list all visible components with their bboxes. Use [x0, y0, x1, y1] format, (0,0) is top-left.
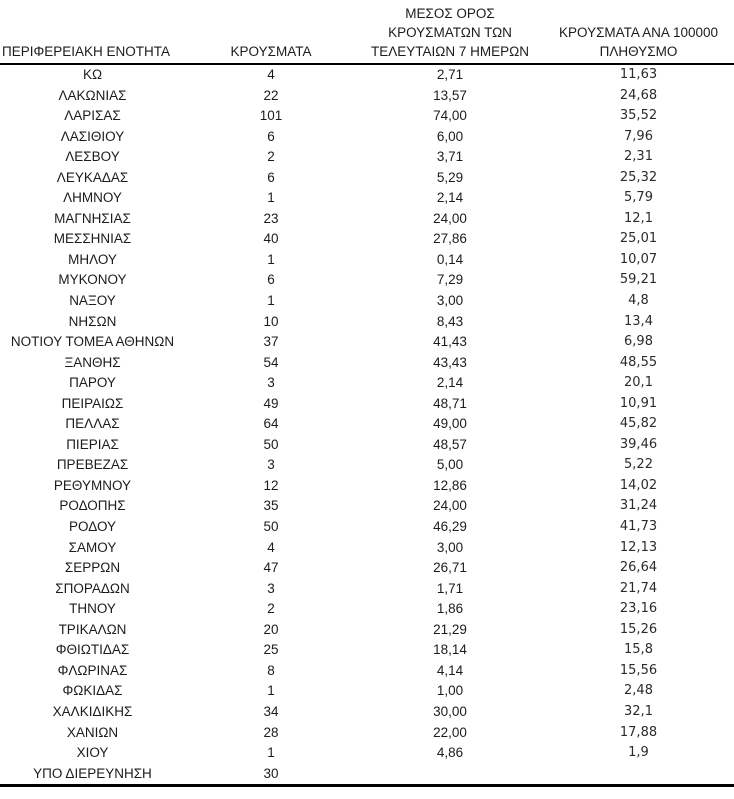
- cases-per-100000-cell: 23,16: [619, 601, 658, 617]
- cases-per-100000-cell: 25,01: [619, 231, 658, 247]
- cases-per-100000-cell: 15,56: [619, 662, 658, 678]
- cases-per-100000-cell: 45,82: [619, 416, 658, 432]
- regional-unit-cell: ΡΕΘΥΜΝΟΥ: [53, 477, 132, 493]
- table-row: [0, 517, 734, 538]
- table-row: [0, 538, 734, 559]
- cases-per-100000-cell: 4,8: [628, 293, 649, 309]
- table-header: [0, 4, 734, 64]
- regional-unit-cell: ΣΕΡΡΩΝ: [64, 560, 121, 576]
- cases-cell: 54: [263, 354, 279, 370]
- avg-7-days-cell: 0,14: [436, 251, 464, 267]
- cases-cell: 49: [263, 395, 279, 411]
- avg-7-days-cell: 3,00: [436, 539, 464, 555]
- cases-cell: 25: [263, 642, 279, 658]
- regional-unit-cell: ΠΡΕΒΕΖΑΣ: [56, 457, 129, 473]
- cases-per-100000-cell: 13,4: [624, 313, 653, 329]
- regional-unit-cell: ΛΑΚΩΝΙΑΣ: [58, 87, 127, 103]
- cases-cell: 8: [267, 662, 275, 678]
- cases-per-100000-cell: 26,64: [619, 560, 658, 576]
- cases-cell: 1: [267, 293, 275, 309]
- avg-7-days-cell: 4,86: [436, 745, 464, 761]
- avg-7-days-cell: 74,00: [433, 108, 467, 124]
- regional-unit-cell: ΠΙΕΡΙΑΣ: [66, 436, 119, 452]
- cases-cell: 4: [267, 539, 275, 555]
- cases-per-100000-cell: 35,52: [619, 108, 658, 124]
- table-row: [0, 743, 734, 764]
- regional-unit-cell: ΜΥΚΟΝΟΥ: [58, 272, 127, 288]
- avg-7-days-cell: 30,00: [433, 703, 467, 719]
- regional-unit-cell: ΞΑΝΘΗΣ: [64, 354, 121, 370]
- avg-7-days-cell: 6,00: [436, 128, 464, 144]
- table-row: [0, 332, 734, 353]
- regional-unit-cell: ΜΗΛΟΥ: [68, 251, 117, 267]
- cases-cell: 37: [263, 334, 279, 350]
- cases-per-100000-cell: 5,79: [624, 190, 653, 206]
- regional-unit-cell: ΛΕΣΒΟΥ: [65, 149, 120, 165]
- cases-cell: 6: [267, 169, 275, 185]
- table-row: [0, 394, 734, 415]
- avg-7-days-cell: 1,00: [436, 683, 464, 699]
- table-row: [0, 270, 734, 291]
- avg-7-days-cell: 2,71: [436, 67, 464, 82]
- table-row: [0, 579, 734, 600]
- avg-7-days-cell: 2,14: [436, 375, 464, 391]
- avg-7-days-cell: 22,00: [433, 724, 467, 740]
- regional-unit-cell: ΛΑΡΙΣΑΣ: [64, 108, 121, 124]
- table-row: [0, 86, 734, 107]
- table-row: [0, 681, 734, 702]
- cases-cell: 20: [263, 621, 279, 637]
- regional-unit-cell: ΡΟΔΟΥ: [68, 519, 117, 535]
- cases-cell: 3: [267, 457, 275, 473]
- cases-cell: 1: [267, 251, 275, 267]
- table-row: [0, 640, 734, 661]
- table-row: [0, 414, 734, 435]
- table-row: [0, 620, 734, 641]
- avg-7-days-cell: 41,43: [433, 334, 467, 350]
- cases-cell: 2: [267, 601, 275, 617]
- regional-unit-cell: ΦΛΩΡΙΝΑΣ: [57, 662, 128, 678]
- table-row: [0, 496, 734, 517]
- avg-7-days-cell: 1,71: [436, 580, 464, 596]
- regional-unit-cell: ΤΡΙΚΑΛΩΝ: [58, 621, 127, 637]
- regional-unit-cell: ΜΕΣΣΗΝΙΑΣ: [53, 231, 132, 247]
- regional-unit-cell: ΠΕΛΛΑΣ: [65, 416, 120, 432]
- avg-7-days-cell: 4,14: [436, 662, 464, 678]
- avg-7-days-cell: 18,14: [433, 642, 467, 658]
- regional-unit-cell: ΦΘΙΩΤΙΔΑΣ: [55, 642, 130, 658]
- cases-per-100000-cell: 12,1: [624, 210, 653, 226]
- avg-7-days-cell: 12,86: [433, 477, 467, 493]
- table-row: [0, 229, 734, 250]
- regional-unit-cell: ΥΠΟ ΔΙΕΡΕΥΝΗΣΗ: [33, 765, 152, 781]
- cases-per-100000-cell: 25,32: [619, 169, 658, 185]
- regional-unit-cell: ΛΕΥΚΑΔΑΣ: [56, 169, 129, 185]
- avg-7-days-cell: 48,71: [433, 395, 467, 411]
- cases-per-100000-cell: 15,26: [619, 621, 658, 637]
- table-row: [0, 353, 734, 374]
- cases-cell: 6: [267, 272, 275, 288]
- cases-cell: 40: [263, 231, 279, 247]
- avg-7-days-cell: 24,00: [433, 210, 467, 226]
- avg-7-days-cell: 43,43: [433, 354, 467, 370]
- table-row: [0, 209, 734, 230]
- cases-per-100000-cell: 7,96: [624, 128, 653, 144]
- cases-per-100000-cell: 10,07: [619, 251, 658, 267]
- cases-per-100000-cell: 15,8: [624, 642, 653, 658]
- avg-7-days-cell: 21,29: [433, 621, 467, 637]
- cases-cell: 1: [267, 190, 275, 206]
- cases-per-100000-cell: 5,22: [624, 457, 653, 473]
- regional-cases-table: [0, 4, 734, 787]
- avg-7-days-cell: 1,86: [436, 601, 464, 617]
- avg-7-days-cell: 3,71: [436, 149, 464, 165]
- avg-7-days-cell: 26,71: [433, 560, 467, 576]
- cases-cell: 3: [267, 375, 275, 391]
- table-row: [0, 106, 734, 127]
- cases-cell: 28: [263, 724, 279, 740]
- table-row: [0, 127, 734, 148]
- header-row: [0, 4, 734, 64]
- regional-unit-cell: ΝΑΞΟΥ: [69, 293, 116, 309]
- header-avg-7-days: ΜΕΣΟΣ ΟΡΟΣ ΚΡΟΥΣΜΑΤΩΝ ΤΩΝ ΤΕΛΕΥΤΑΙΩΝ 7 ΗΜΕΡΩΝ: [357, 4, 543, 64]
- cases-cell: 1: [267, 683, 275, 699]
- regional-unit-cell: ΚΩ: [82, 67, 103, 82]
- cases-cell: 22: [263, 87, 279, 103]
- cases-per-100000-cell: 39,46: [619, 436, 658, 452]
- avg-7-days-cell: 49,00: [433, 416, 467, 432]
- table-row: [0, 702, 734, 723]
- cases-per-100000-cell: 14,02: [619, 477, 658, 493]
- avg-7-days-cell: 3,00: [436, 293, 464, 309]
- table-row: [0, 250, 734, 271]
- regional-unit-cell: ΤΗΝΟΥ: [69, 601, 116, 617]
- avg-7-days-cell: [357, 764, 543, 786]
- regional-unit-cell: ΠΕΙΡΑΙΩΣ: [61, 395, 124, 411]
- table-row: [0, 435, 734, 456]
- cases-cell: 35: [263, 498, 279, 514]
- avg-7-days-cell: 46,29: [433, 519, 467, 535]
- table-row: [0, 455, 734, 476]
- cases-per-100000-cell: 21,74: [619, 580, 658, 596]
- regional-unit-cell: ΧΑΛΚΙΔΙΚΗΣ: [52, 703, 133, 719]
- header-cases-per-100000: ΚΡΟΥΣΜΑΤΑ ΑΝΑ 100000 ΠΛΗΘΥΣΜΟ: [543, 4, 734, 64]
- header-cases: ΚΡΟΥΣΜΑΤΑ: [185, 4, 357, 64]
- avg-7-days-cell: 8,43: [436, 313, 464, 329]
- cases-cell: 23: [263, 210, 279, 226]
- cases-cell: 47: [263, 560, 279, 576]
- cases-per-100000-cell: 6,98: [624, 334, 653, 350]
- regional-unit-cell: ΡΟΔΟΠΗΣ: [59, 498, 126, 514]
- cases-per-100000-cell: 1,9: [628, 745, 649, 761]
- table-row: [0, 291, 734, 312]
- table-row: [0, 312, 734, 333]
- table-row: [0, 64, 734, 86]
- regional-unit-cell: ΣΑΜΟΥ: [68, 539, 117, 555]
- cases-cell: 30: [263, 765, 279, 781]
- cases-per-100000-cell: 11,63: [619, 67, 658, 82]
- cases-cell: 2: [267, 149, 275, 165]
- avg-7-days-cell: 24,00: [433, 498, 467, 514]
- cases-cell: 10: [263, 313, 279, 329]
- regional-unit-cell: ΧΑΝΙΩΝ: [66, 724, 119, 740]
- table-row: [0, 661, 734, 682]
- cases-cell: 64: [263, 416, 279, 432]
- regional-unit-cell: ΜΑΓΝΗΣΙΑΣ: [54, 210, 131, 226]
- table-row: [0, 723, 734, 744]
- regional-unit-cell: ΝΗΣΩΝ: [68, 313, 117, 329]
- cases-per-100000-cell: 12,13: [619, 539, 658, 555]
- cases-per-100000-cell: 17,88: [619, 724, 658, 740]
- cases-per-100000-cell: 31,24: [619, 498, 658, 514]
- regional-unit-cell: ΝΟΤΙΟΥ ΤΟΜΕΑ ΑΘΗΝΩΝ: [10, 334, 175, 350]
- cases-cell: 34: [263, 703, 279, 719]
- table-row: [0, 558, 734, 579]
- avg-7-days-cell: 48,57: [433, 436, 467, 452]
- cases-per-100000-cell: 59,21: [619, 272, 658, 288]
- table-row: [0, 168, 734, 189]
- avg-7-days-cell: 5,00: [436, 457, 464, 473]
- cases-per-100000-cell: 20,1: [624, 375, 653, 391]
- cases-cell: 6: [267, 128, 275, 144]
- table-row: [0, 373, 734, 394]
- regional-unit-cell: ΧΙΟΥ: [76, 745, 109, 761]
- cases-per-100000-cell: 32,1: [624, 703, 653, 719]
- cases-cell: 12: [263, 477, 279, 493]
- avg-7-days-cell: 27,86: [433, 231, 467, 247]
- avg-7-days-cell: 7,29: [436, 272, 464, 288]
- header-regional-unit: ΠΕΡΙΦΕΡΕΙΑΚΗ ΕΝΟΤΗΤΑ: [0, 4, 185, 64]
- cases-per-100000-cell: 41,73: [619, 519, 658, 535]
- table-row: [0, 599, 734, 620]
- cases-cell: 4: [267, 67, 275, 82]
- cases-per-100000-cell: 24,68: [619, 87, 658, 103]
- cases-cell: 3: [267, 580, 275, 596]
- table-body: [0, 64, 734, 786]
- regional-unit-cell: ΛΑΣΙΘΙΟΥ: [60, 128, 125, 144]
- table-row: [0, 764, 734, 786]
- cases-per-100000-cell: [543, 764, 734, 786]
- cases-cell: 50: [263, 519, 279, 535]
- regional-unit-cell: ΛΗΜΝΟΥ: [63, 190, 122, 206]
- regional-unit-cell: ΠΑΡΟΥ: [69, 375, 116, 391]
- cases-cell: 1: [267, 745, 275, 761]
- regional-unit-cell: ΦΩΚΙΔΑΣ: [62, 683, 123, 699]
- cases-per-100000-cell: 2,48: [624, 683, 653, 699]
- avg-7-days-cell: 2,14: [436, 190, 464, 206]
- regional-unit-cell: ΣΠΟΡΑΔΩΝ: [55, 580, 130, 596]
- table-row: [0, 147, 734, 168]
- table-row: [0, 188, 734, 209]
- cases-cell: 101: [259, 108, 283, 124]
- cases-cell: 50: [263, 436, 279, 452]
- avg-7-days-cell: 13,57: [433, 87, 467, 103]
- avg-7-days-cell: 5,29: [436, 169, 464, 185]
- cases-per-100000-cell: 2,31: [624, 149, 653, 165]
- table-row: [0, 476, 734, 497]
- cases-per-100000-cell: 10,91: [619, 395, 658, 411]
- cases-per-100000-cell: 48,55: [619, 354, 658, 370]
